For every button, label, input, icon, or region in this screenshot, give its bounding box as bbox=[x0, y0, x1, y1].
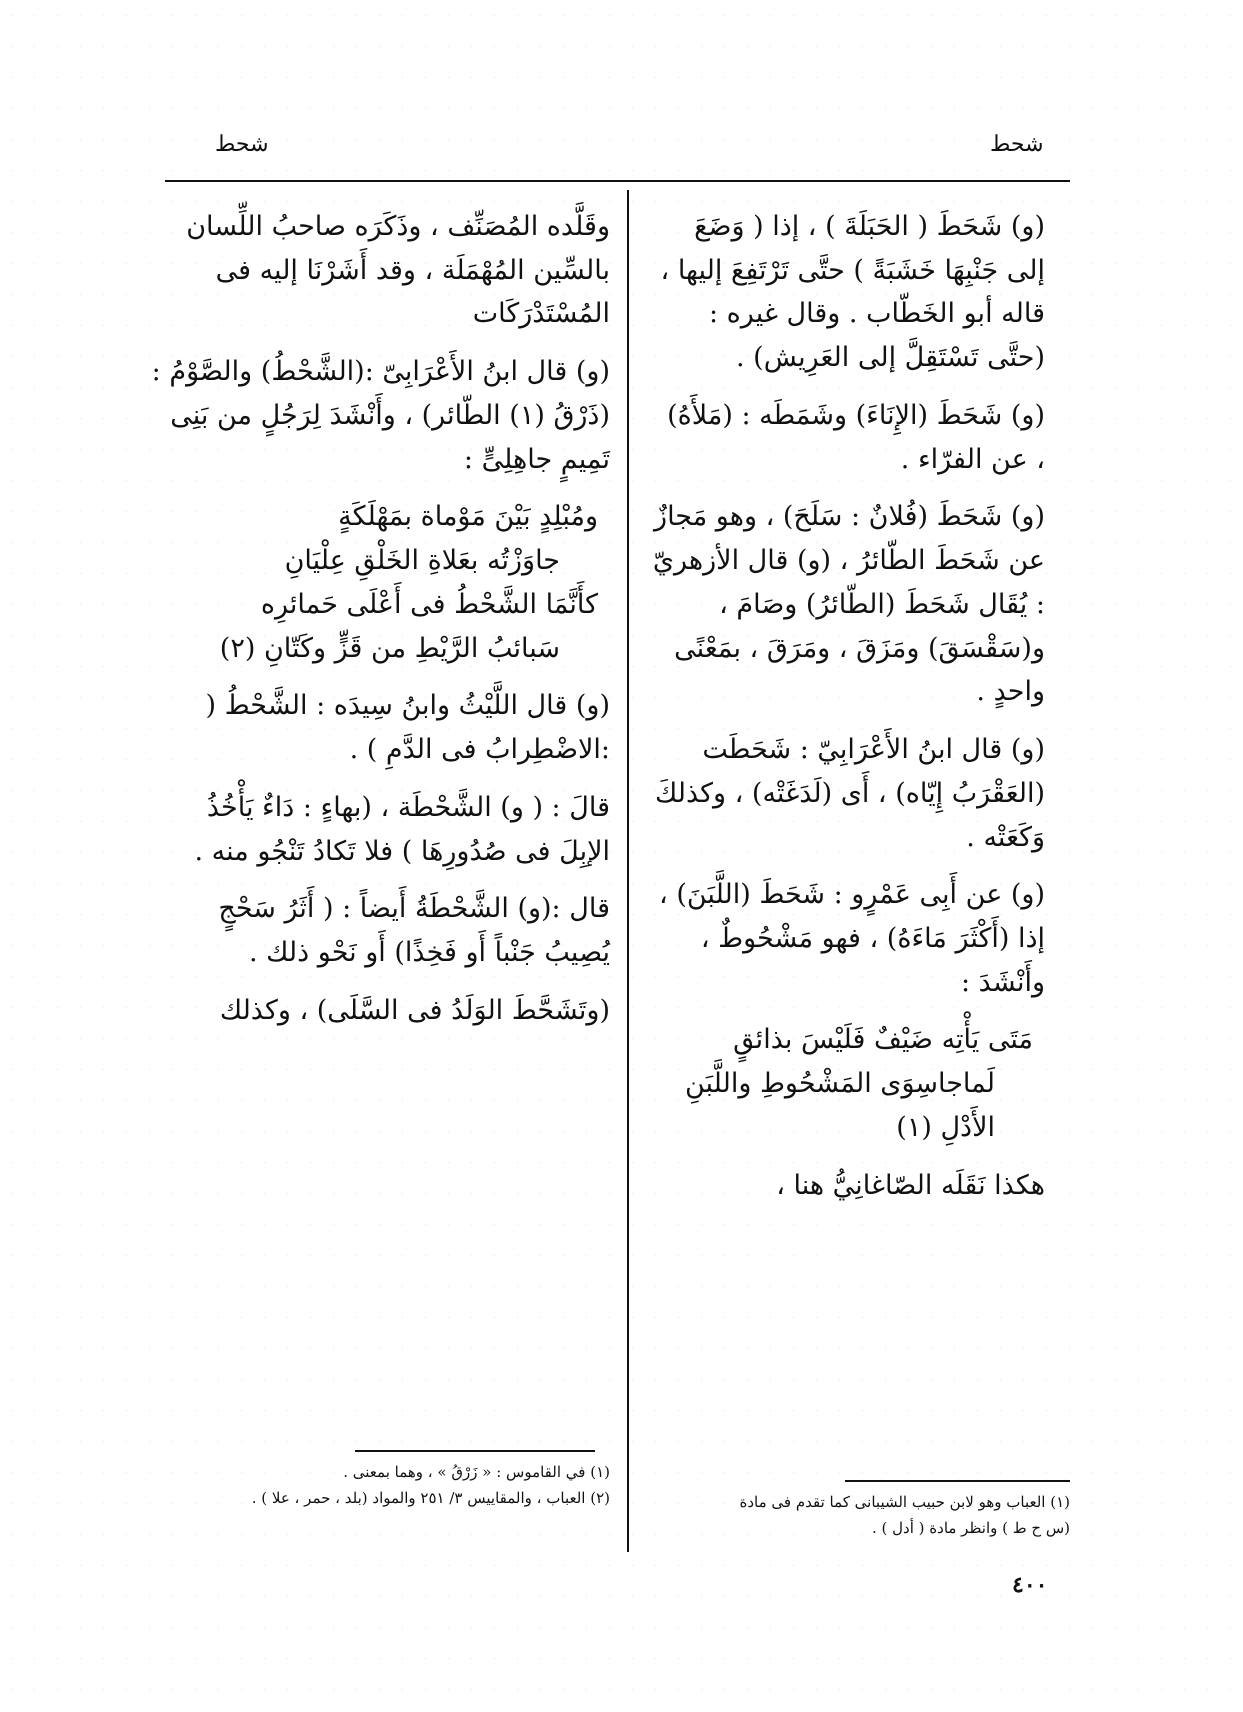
footnote-rule bbox=[355, 1450, 595, 1452]
verse-line: جاوَزْتُه بعَلاةِ الخَلْقِ عِلْيَانِ bbox=[284, 545, 560, 577]
running-head-right: شحط bbox=[990, 132, 1044, 157]
entry-paragraph: (و) شَحَطَ (فُلانٌ : سَلَحَ) ، وهو مَجازٌ عن شَحَطَ الطّائرُ ، (و) قال الأزهريّ : يُقَال شَحَطَ (الطّائرُ) وصَامَ ، و(سَقْسَقَ) ومَزَقَ ، ومَرَقَ ، بمَعْنًى واحدٍ . bbox=[652, 501, 1045, 708]
entry-paragraph: قال :(و) الشَّحْطَةُ أَيضاً : ( أَثَرُ سَحْجٍ يُصِيبُ جَنْباً أَو فَخِذًا) أَو نَحْو ذلك . bbox=[218, 893, 610, 969]
entry-paragraph: هكذا نَقَلَه الصّاغانِيُّ هنا ، bbox=[776, 1169, 1045, 1201]
entry-paragraph: (و) قال اللَّيْثُ وابنُ سِيدَه : الشَّحْطُ ( :الاضْطِرابُ فى الدَّمِ ) . bbox=[205, 690, 610, 766]
entry-paragraph: وقَلَّده المُصَنِّف ، وذَكَرَه صاحبُ اللِّسان بالسِّين المُهْمَلَة ، وقد أَشَرْنَا إليه فى المُسْتَدْرَكَات bbox=[186, 211, 610, 330]
page-number: ٤٠٠ bbox=[1012, 1572, 1048, 1598]
entry-paragraph: قالَ : ( و) الشَّحْطَة ، (بهاءٍ : دَاءٌ يَأْخُذُ الإبِلَ فى صُدُورِهَا ) فلا تَكادُ تَنْجُو منه . bbox=[194, 791, 610, 867]
footnotes-right bbox=[655, 1490, 1070, 1541]
entry-paragraph: (و) شَحَطَ ( الحَبَلَةَ ) ، إذا ( وَضَعَ إلى جَنْبِهَا خَشَبَةً ) حتَّى تَرْتَفِعَ إليها ، قاله أبو الخَطّاب . وقال غيره : (حتَّى تَسْتَقِلَّ إلى العَرِيش) . bbox=[660, 211, 1045, 374]
verse-line: سَبائبُ الرَّيْطِ من قَزٍّ وكَتّانِ (٢) bbox=[219, 632, 560, 664]
header-rule bbox=[165, 180, 1070, 182]
footnotes-left bbox=[150, 1460, 610, 1511]
entry-paragraph: (و) شَحَطَ (الإِنَاءَ) وشَمَطَه : (مَلأَهُ) ، عن الفرّاء . bbox=[667, 399, 1045, 475]
footnote: (س ح ط ) وانظر مادة ( أدل ) . bbox=[871, 1518, 1070, 1537]
verse-line: ومُبْلِدٍ بَيْنَ مَوْماة بمَهْلَكَةٍ bbox=[338, 501, 598, 533]
verse-line: مَتَى يَأْتِه ضَيْفٌ فَلَيْسَ بذائقٍ bbox=[733, 1024, 1033, 1056]
column-divider bbox=[627, 190, 629, 1552]
entry-paragraph: (و) عن أَبِى عَمْرٍو : شَحَطَ (اللَّبَنَ) ، إذا (أَكْثَرَ مَاءَهُ) ، فهو مَشْحُوطٌ ، وأَنْشَدَ : bbox=[659, 879, 1045, 998]
entry-paragraph: (و) قال ابنُ الأَعْرَابِىّ :(الشَّحْطُ) والصَّوْمُ : (ذَرْقُ (١) الطّائر) ، وأَنْشَدَ لِرَجُلٍ من بَنِى تَمِيمٍ جاهِلِىٍّ : bbox=[151, 356, 610, 475]
left-column bbox=[150, 205, 610, 1046]
verse-line: كأَنَّمَا الشَّحْطُ فى أَعْلَى حَمائرِه bbox=[260, 588, 598, 620]
footnote-rule bbox=[845, 1480, 1070, 1482]
verse-line: لَماجاسِوَى المَشْحُوطِ واللَّبَنِ الأَدْلِ (١) bbox=[684, 1068, 995, 1143]
right-column bbox=[650, 205, 1045, 1221]
footnote: (١) العباب وهو لابن حبيب الشيبانى كما تقدم فى مادة bbox=[739, 1493, 1070, 1511]
footnote: (٢) العباب ، والمقاييس ٣/ ٢٥١ والمواد (بلد ، حمر ، علا ) . bbox=[251, 1488, 610, 1507]
footnote: (١) في القاموس : « زَرْقُ » ، وهما بمعنى . bbox=[343, 1463, 610, 1481]
running-head-left: شحط bbox=[215, 132, 269, 157]
entry-paragraph: (وتَشَحَّطَ الوَلَدُ فى السَّلَى) ، وكذلك bbox=[219, 994, 610, 1026]
entry-paragraph: (و) قال ابنُ الأَعْرَابِيّ : شَحَطَت (العَقْرَبُ إِيّاه) ، أَى (لَدَغَتْه) ، وكذلكَ وَكَعَتْه . bbox=[655, 734, 1045, 853]
